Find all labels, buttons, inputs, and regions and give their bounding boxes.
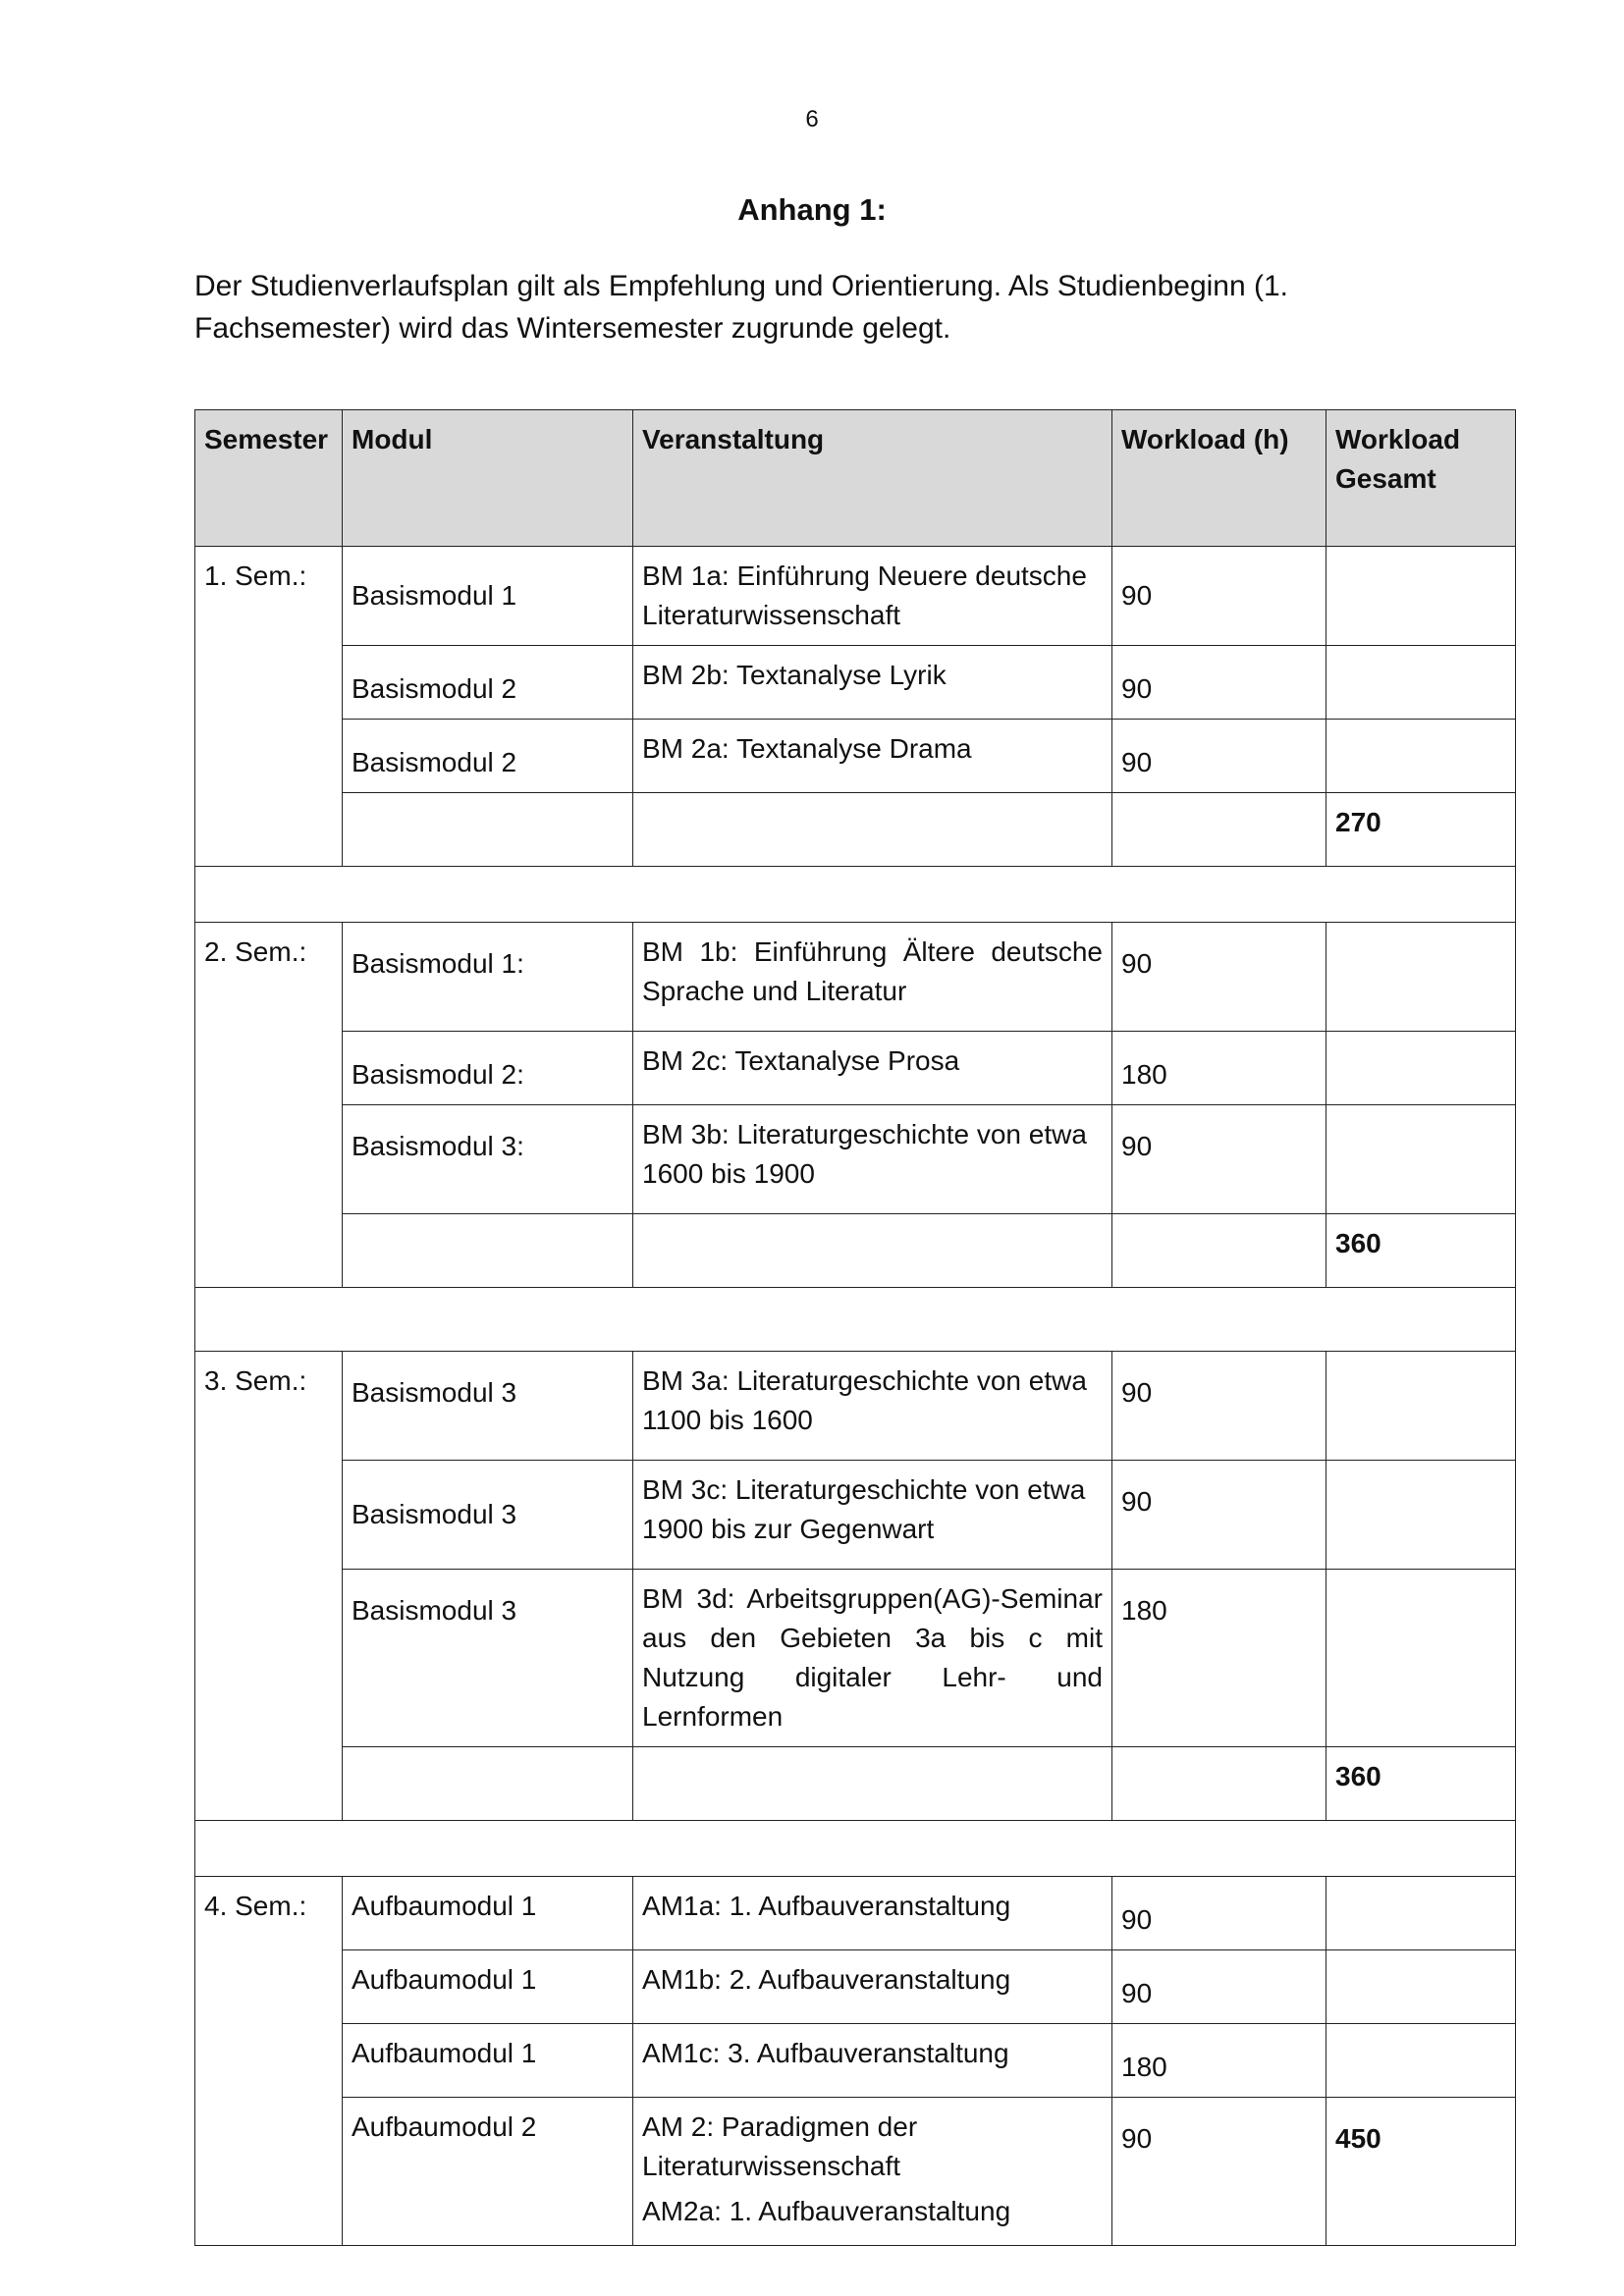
table-row (195, 1950, 1516, 2024)
table-row (195, 1877, 1516, 1950)
workload-cell: 90 (1112, 1352, 1326, 1461)
veranstaltung-cell: BM 3d: Arbeitsgruppen(AG)-Seminar aus den Gebieten 3a bis c mit Nutzung digitaler Lehr- und Lernformen (633, 1570, 1112, 1747)
modul-cell (343, 1747, 633, 1821)
spacer-cell (195, 867, 1516, 923)
total-cell (1326, 720, 1516, 793)
veranstaltung-cell: AM1b: 2. Aufbauveranstaltung (633, 1950, 1112, 2024)
modul-cell: Basismodul 2: (343, 1032, 633, 1105)
study-plan-table (194, 409, 1516, 2246)
intro-paragraph: Der Studienverlaufsplan gilt als Empfehlung und Orientierung. Als Studienbeginn (1. Fachsemester) wird das Wintersemester zugrunde gelegt. (194, 270, 1289, 345)
workload-cell: 90 (1112, 923, 1326, 1032)
header-modul: Modul (343, 410, 633, 547)
spacer-cell (195, 1821, 1516, 1877)
total-cell (1326, 2024, 1516, 2098)
table-row (195, 1461, 1516, 1570)
veranstaltung-cell (633, 1747, 1112, 1821)
modul-cell: Basismodul 1: (343, 923, 633, 1032)
total-cell (1326, 1950, 1516, 2024)
table-row (195, 1747, 1516, 1821)
veranstaltung-cell: BM 2b: Textanalyse Lyrik (633, 646, 1112, 720)
spacer-row (195, 1288, 1516, 1352)
veranstaltung-cell (633, 1214, 1112, 1288)
total-cell (1326, 547, 1516, 646)
total-cell (1326, 1352, 1516, 1461)
total-cell (1326, 1105, 1516, 1214)
table-row (195, 793, 1516, 867)
total-cell (1326, 1877, 1516, 1950)
semester-total: 360 (1326, 1214, 1516, 1288)
workload-cell: 90 (1112, 1461, 1326, 1570)
table-row (195, 547, 1516, 646)
semester-label: 4. Sem.: (195, 1877, 343, 2246)
veranstaltung-cell: BM 3c: Literaturgeschichte von etwa 1900 bis zur Gegenwart (633, 1461, 1112, 1570)
total-cell (1326, 1570, 1516, 1747)
workload-cell (1112, 793, 1326, 867)
workload-cell: 180 (1112, 1570, 1326, 1747)
table-row (195, 1352, 1516, 1461)
total-cell (1326, 1461, 1516, 1570)
workload-cell: 90 (1112, 547, 1326, 646)
modul-cell: Aufbaumodul 1 (343, 1877, 633, 1950)
veranstaltung-main: AM 2: Paradigmen der Literaturwissenschaft (642, 2111, 918, 2181)
modul-cell: Basismodul 3 (343, 1352, 633, 1461)
table-row (195, 2098, 1516, 2246)
veranstaltung-cell: BM 3b: Literaturgeschichte von etwa 1600 bis 1900 (633, 1105, 1112, 1214)
veranstaltung-cell: BM 2c: Textanalyse Prosa (633, 1032, 1112, 1105)
semester-label: 3. Sem.: (195, 1352, 343, 1821)
veranstaltung-cell (633, 2098, 1112, 2246)
workload-cell: 90 (1112, 1877, 1326, 1950)
semester-label: 2. Sem.: (195, 923, 343, 1288)
spacer-row (195, 1821, 1516, 1877)
spacer-cell (195, 1288, 1516, 1352)
total-cell (1326, 923, 1516, 1032)
header-workload-gesamt (1326, 410, 1516, 547)
table-header-row (195, 410, 1516, 547)
veranstaltung-cell (633, 793, 1112, 867)
table-row (195, 646, 1516, 720)
veranstaltung-cell: AM1a: 1. Aufbauveranstaltung (633, 1877, 1112, 1950)
semester-total: 360 (1326, 1747, 1516, 1821)
table-row (195, 1032, 1516, 1105)
veranstaltung-cell: AM1c: 3. Aufbauveranstaltung (633, 2024, 1112, 2098)
modul-cell: Aufbaumodul 1 (343, 2024, 633, 2098)
table-row (195, 2024, 1516, 2098)
veranstaltung-cell: BM 1a: Einführung Neuere deutsche Literaturwissenschaft (633, 547, 1112, 646)
table-row (195, 1105, 1516, 1214)
table-row (195, 720, 1516, 793)
veranstaltung-cell: BM 3a: Literaturgeschichte von etwa 1100 bis 1600 (633, 1352, 1112, 1461)
workload-cell: 90 (1112, 1950, 1326, 2024)
modul-cell: Aufbaumodul 1 (343, 1950, 633, 2024)
table-row (195, 1214, 1516, 1288)
modul-cell: Basismodul 1 (343, 547, 633, 646)
modul-cell: Aufbaumodul 2 (343, 2098, 633, 2246)
header-veranstaltung: Veranstaltung (633, 410, 1112, 547)
modul-cell: Basismodul 3: (343, 1105, 633, 1214)
modul-cell: Basismodul 2 (343, 646, 633, 720)
semester-label: 1. Sem.: (195, 547, 343, 867)
modul-cell (343, 793, 633, 867)
semester-total: 270 (1326, 793, 1516, 867)
header-workload: Workload (h) (1112, 410, 1326, 547)
table-row (195, 1570, 1516, 1747)
modul-cell: Basismodul 3 (343, 1461, 633, 1570)
semester-total: 450 (1326, 2098, 1516, 2246)
total-cell (1326, 646, 1516, 720)
veranstaltung-sub: AM2a: 1. Aufbauveranstaltung (642, 2196, 1011, 2226)
workload-cell: 180 (1112, 2024, 1326, 2098)
workload-cell: 90 (1112, 1105, 1326, 1214)
workload-cell: 180 (1112, 1032, 1326, 1105)
appendix-heading: Anhang 1: (737, 192, 887, 227)
workload-cell (1112, 1747, 1326, 1821)
total-cell (1326, 1032, 1516, 1105)
header-workload-gesamt-line2: Gesamt (1335, 463, 1436, 494)
veranstaltung-cell: BM 2a: Textanalyse Drama (633, 720, 1112, 793)
workload-cell: 90 (1112, 2098, 1326, 2246)
workload-cell (1112, 1214, 1326, 1288)
modul-cell: Basismodul 2 (343, 720, 633, 793)
header-workload-gesamt-line1: Workload (1335, 424, 1461, 454)
spacer-row (195, 867, 1516, 923)
page-number: 6 (805, 106, 819, 133)
modul-cell: Basismodul 3 (343, 1570, 633, 1747)
workload-cell: 90 (1112, 646, 1326, 720)
modul-cell (343, 1214, 633, 1288)
header-semester: Semester (195, 410, 343, 547)
veranstaltung-cell: BM 1b: Einführung Ältere deutsche Sprache und Literatur (633, 923, 1112, 1032)
workload-cell: 90 (1112, 720, 1326, 793)
table-row (195, 923, 1516, 1032)
